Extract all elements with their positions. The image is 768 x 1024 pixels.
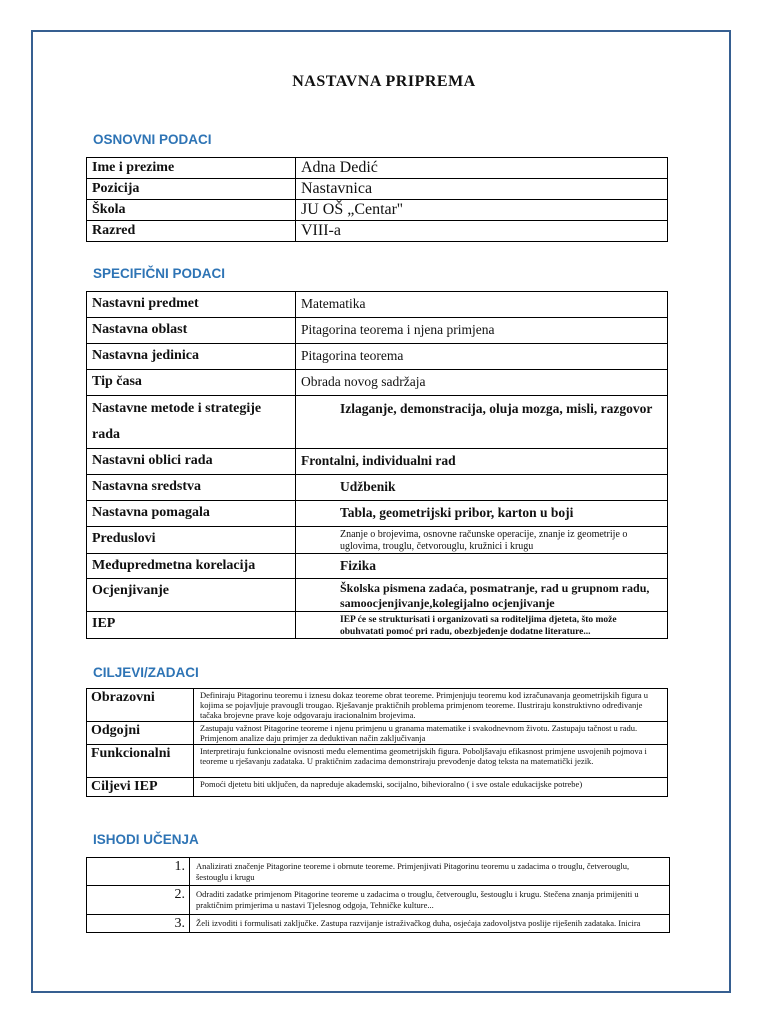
- outcome-text: Analizirati značenje Pitagorine teoreme i obrnute teoreme. Primjenjivati Pitagorinu teoremu u zadacima o trouglu, četverouglu, šestouglu i krugu: [190, 858, 670, 886]
- table-row: [87, 886, 670, 915]
- outcome-number: 2.: [87, 886, 190, 915]
- table-row: [87, 200, 668, 221]
- table-row: [87, 292, 668, 318]
- row-label: Ime i prezime: [87, 158, 296, 179]
- row-label: Nastavna pomagala: [87, 501, 296, 527]
- outcomes-table: [86, 857, 670, 933]
- table-row: [87, 745, 668, 778]
- row-value: Matematika: [296, 292, 668, 318]
- row-label: IEP: [87, 612, 296, 639]
- row-label: Ocjenjivanje: [87, 579, 296, 612]
- outcome-number: 1.: [87, 858, 190, 886]
- row-value: Izlaganje, demonstracija, oluja mozga, misli, razgovor: [296, 396, 668, 449]
- table-row: [87, 318, 668, 344]
- table-row: [87, 527, 668, 554]
- goal-label: Funkcionalni: [87, 745, 194, 778]
- row-value: Pitagorina teorema i njena primjena: [296, 318, 668, 344]
- row-value: Adna Dedić: [296, 158, 668, 179]
- section-heading-specific: SPECIFIČNI PODACI: [93, 266, 226, 281]
- table-row: [87, 722, 668, 745]
- table-row: [87, 449, 668, 475]
- row-value: Obrada novog sadržaja: [296, 370, 668, 396]
- outcome-text: Želi izvoditi i formulisati zaključke. Zastupa razvijanje istraživačkog duha, osjećaja zadovoljstva poslije riješenih zadataka. Inicira: [190, 915, 670, 933]
- goal-label: Obrazovni: [87, 689, 194, 722]
- row-value: Tabla, geometrijski pribor, karton u boji: [296, 501, 668, 527]
- row-label: Nastavni oblici rada: [87, 449, 296, 475]
- section-heading-basic: OSNOVNI PODACI: [93, 132, 212, 147]
- row-label: Nastavni predmet: [87, 292, 296, 318]
- table-row: [87, 344, 668, 370]
- table-row: [87, 179, 668, 200]
- table-row: [87, 858, 670, 886]
- goal-value: Pomoći djetetu biti uključen, da napreduje akademski, socijalno, bihevioralno ( i sve ostale edukacijske potrebe): [194, 778, 668, 797]
- table-row: [87, 158, 668, 179]
- row-value: VIII-a: [296, 221, 668, 242]
- table-row: [87, 554, 668, 579]
- table-row: [87, 475, 668, 501]
- section-heading-outcomes: ISHODI UČENJA: [93, 832, 199, 847]
- row-value: Nastavnica: [296, 179, 668, 200]
- row-value: Fizika: [296, 554, 668, 579]
- row-value: IEP će se strukturisati i organizovati sa roditeljima djeteta, što može obuhvatati pomoć pri radu, obezbjeđenje dodatne literature...: [296, 612, 668, 639]
- table-row: [87, 579, 668, 612]
- row-value: Frontalni, individualni rad: [296, 449, 668, 475]
- row-label: Nastavna jedinica: [87, 344, 296, 370]
- table-row: [87, 778, 668, 797]
- goal-label: Odgojni: [87, 722, 194, 745]
- row-label: Nastavna oblast: [87, 318, 296, 344]
- row-label: Preduslovi: [87, 527, 296, 554]
- document-title: NASTAVNA PRIPREMA: [292, 73, 476, 90]
- row-label: Nastavna sredstva: [87, 475, 296, 501]
- row-value: JU OŠ „Centar'': [296, 200, 668, 221]
- row-label: Međupredmetna korelacija: [87, 554, 296, 579]
- table-row: [87, 396, 668, 449]
- row-label: Pozicija: [87, 179, 296, 200]
- row-value: Znanje o brojevima, osnovne računske operacije, znanje iz geometrije o uglovima, trouglu, četvorouglu, kružnici i krugu: [296, 527, 668, 554]
- table-row: [87, 370, 668, 396]
- outcome-number: 3.: [87, 915, 190, 933]
- table-row: [87, 689, 668, 722]
- row-label: Nastavne metode i strategije rada: [87, 396, 296, 449]
- row-value: Udžbenik: [296, 475, 668, 501]
- row-value: Pitagorina teorema: [296, 344, 668, 370]
- table-row: [87, 221, 668, 242]
- row-label: Tip časa: [87, 370, 296, 396]
- row-label: Škola: [87, 200, 296, 221]
- specific-info-table: [86, 291, 668, 639]
- goal-value: Interpretiraju funkcionalne ovisnosti među elementima geometrijskih figura. Poboljšavaju efikasnost primjene usvojenih pojmova i teoreme u rješavanju zadataka. U praktičnim zadacima demonstriraju prevođenje datog teksta na matematički jezik.: [194, 745, 668, 778]
- section-heading-goals: CILJEVI/ZADACI: [93, 665, 199, 680]
- outcome-text: Odraditi zadatke primjenom Pitagorine teoreme u zadacima o trouglu, četverouglu, šestouglu i krugu. Stečena znanja primijeniti u praktičnim primjerima u nastavi Tjelesnog odgoja, Tehničke kulture...: [190, 886, 670, 915]
- basic-info-table: [86, 157, 668, 242]
- goal-value: Zastupaju važnost Pitagorine teoreme i njenu primjenu u granama matematike i svakodnevnom životu. Zastupaju tačnost u radu. Primjenom analize daju primjer za deduktivan način zaključivanja: [194, 722, 668, 745]
- table-row: [87, 612, 668, 639]
- goal-value: Definiraju Pitagorinu teoremu i iznesu dokaz teoreme obrat teoreme. Primjenjuju teoremu kod izračunavanja geometrijskih figura u kojima se pojavljuje pravougli trougao. Rješavanje praktičnih problema primjenom teoreme. Ilustriraju konstruktivno određivanje tačaka brojevne prave koje odgovaraju iracionalnim brojevima.: [194, 689, 668, 722]
- goal-label: Ciljevi IEP: [87, 778, 194, 797]
- row-value: Školska pismena zadaća, posmatranje, rad u grupnom radu, samoocjenjivanje,kolegijalno ocjenjivanje: [296, 579, 668, 612]
- table-row: [87, 915, 670, 933]
- table-row: [87, 501, 668, 527]
- row-label: Razred: [87, 221, 296, 242]
- goals-table: [86, 688, 668, 797]
